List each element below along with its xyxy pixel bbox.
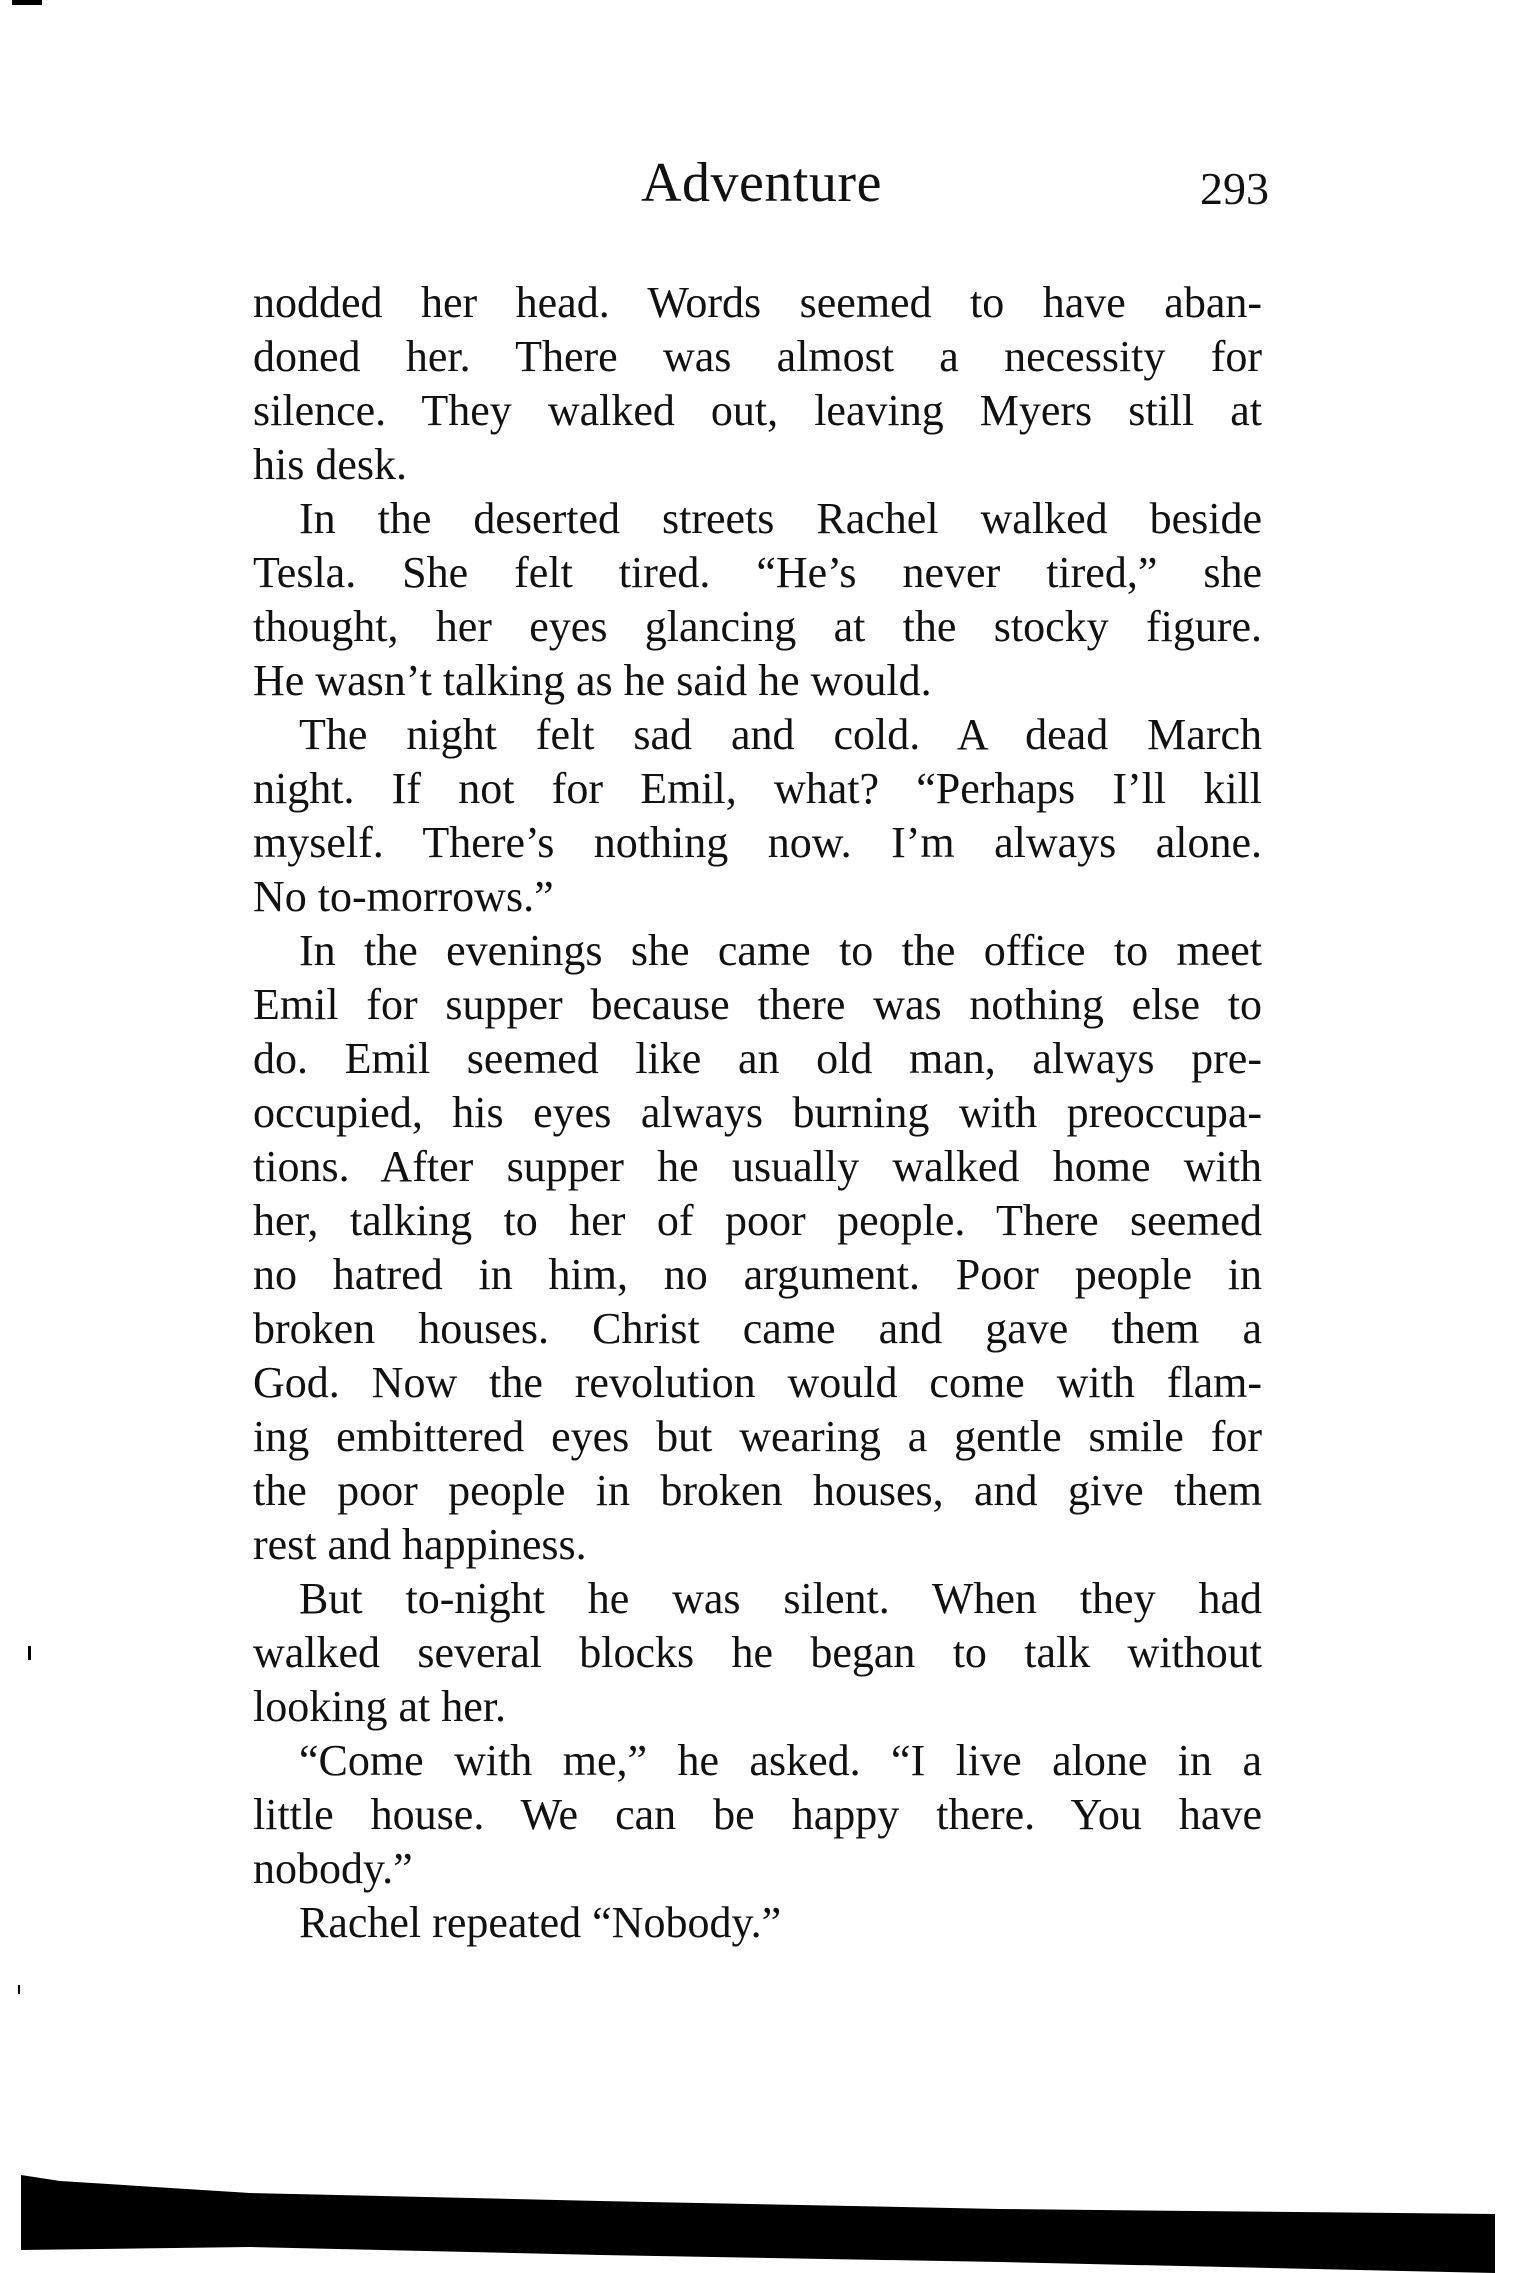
running-head-title: Adventure [641,152,882,214]
text-line: do. Emil seemed like an old man, always pre- [253,1034,1262,1083]
text-line: night. If not for Emil, what? “Perhaps I’ll kill [253,764,1262,813]
text-line: her, talking to her of poor people. There seemed [253,1196,1262,1245]
text-line: In the evenings she came to the office to meet [299,926,1262,975]
text-line: No to-morrows.” [253,872,554,921]
paragraph [253,708,1262,924]
text-line: myself. There’s nothing now. I’m always alone. [253,818,1262,867]
text-line: Rachel repeated “Nobody.” [299,1898,782,1947]
paragraph [253,924,1262,1572]
text-line: Emil for supper because there was nothing else to [253,980,1262,1029]
scan-speck [28,1646,31,1660]
text-line: ing embittered eyes but wearing a gentle smile for [253,1412,1262,1461]
paragraph [253,1734,1262,1896]
body-text [253,276,1262,1950]
text-line: nobody.” [253,1844,413,1893]
text-line: He wasn’t talking as he said he would. [253,656,932,705]
text-line: silence. They walked out, leaving Myers still at [253,386,1262,435]
text-line: In the deserted streets Rachel walked beside [299,494,1262,543]
text-line: doned her. There was almost a necessity for [253,332,1262,381]
paragraph [253,1896,1262,1950]
text-line: God. Now the revolution would come with flam- [253,1358,1262,1407]
text-line: tions. After supper he usually walked home with [253,1142,1262,1191]
text-line: little house. We can be happy there. You have [253,1790,1262,1839]
text-line: rest and happiness. [253,1520,587,1569]
text-line: the poor people in broken houses, and give them [253,1466,1262,1515]
paragraph [253,276,1262,492]
text-line: occupied, his eyes always burning with preoccupa- [253,1088,1262,1137]
scan-speck [18,1985,20,1994]
scan-corner-mark [12,0,42,5]
text-line: But to-night he was silent. When they had [299,1574,1262,1623]
page-number: 293 [1200,163,1269,214]
text-line: nodded her head. Words seemed to have aban- [253,278,1262,327]
paragraph [253,1572,1262,1734]
paragraph [253,492,1262,708]
text-line: looking at her. [253,1682,506,1731]
text-line: walked several blocks he began to talk without [253,1628,1262,1677]
text-line: Tesla. She felt tired. “He’s never tired,” she [253,548,1262,597]
text-line: broken houses. Christ came and gave them a [253,1304,1262,1353]
text-line: his desk. [253,440,407,489]
text-line: The night felt sad and cold. A dead March [299,710,1262,759]
text-line: “Come with me,” he asked. “I live alone in a [299,1736,1262,1785]
text-line: no hatred in him, no argument. Poor people in [253,1250,1262,1299]
text-line: thought, her eyes glancing at the stocky figure. [253,602,1262,651]
